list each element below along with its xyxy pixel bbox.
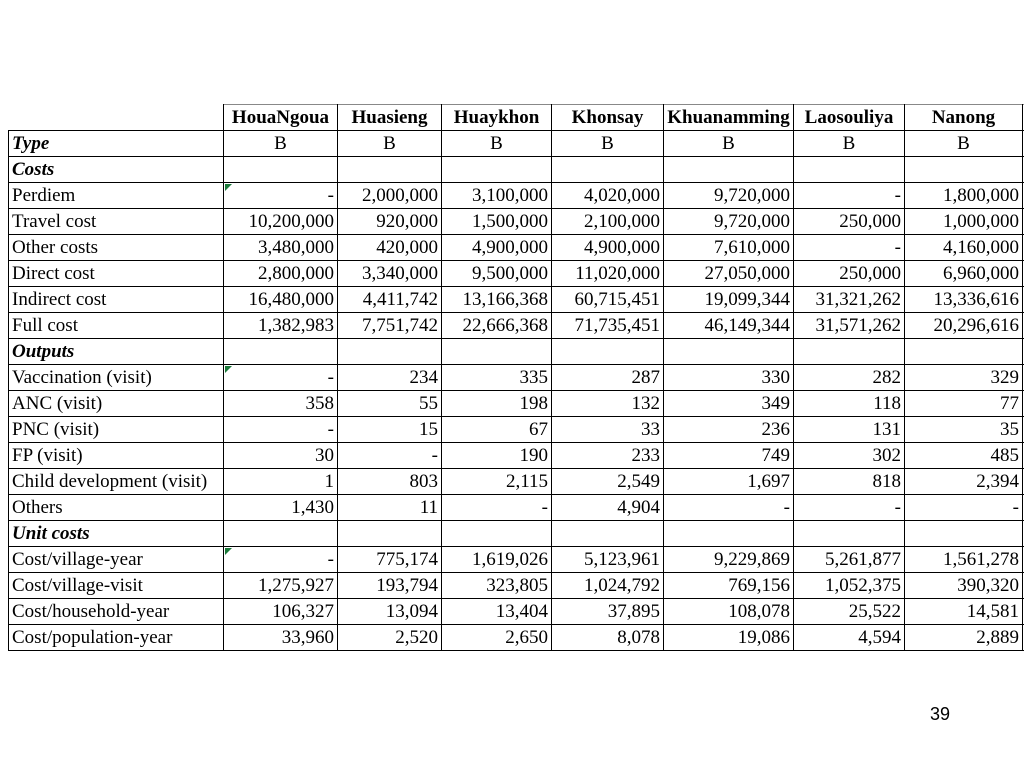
- cell-khonsay: 233: [552, 443, 664, 469]
- row-label: Others: [9, 495, 224, 521]
- cell-houangoua: 33,960: [224, 625, 338, 651]
- cell-huasieng: 420,000: [338, 235, 442, 261]
- cell-laosouliya: 250,000: [794, 209, 905, 235]
- row-label: Type: [9, 131, 224, 157]
- cell-houangoua: [224, 339, 338, 365]
- page-number: 39: [930, 704, 951, 724]
- table-row-type: [9, 131, 1024, 157]
- cell-huaykhon: 323,805: [442, 573, 552, 599]
- cell-huasieng: 13,094: [338, 599, 442, 625]
- row-label: Cost/population-year: [9, 625, 224, 651]
- cell-nanong: -: [905, 495, 1023, 521]
- cell-nanong: 4,160,000: [905, 235, 1023, 261]
- table-body: [9, 131, 1024, 651]
- cell-huaykhon: 335: [442, 365, 552, 391]
- cell-khonsay: 37,895: [552, 599, 664, 625]
- cell-nanong: 1,000,000: [905, 209, 1023, 235]
- cell-khonsay: 132: [552, 391, 664, 417]
- cell-khuanamming: [664, 339, 794, 365]
- cell-khonsay: 4,020,000: [552, 183, 664, 209]
- cell-huaykhon: 4,900,000: [442, 235, 552, 261]
- cell-houangoua: 1: [224, 469, 338, 495]
- cell-khonsay: [552, 157, 664, 183]
- cell-khuanamming: 769,156: [664, 573, 794, 599]
- cell-khuanamming: 19,099,344: [664, 287, 794, 313]
- section-label: Outputs: [9, 339, 224, 365]
- cell-laosouliya: -: [794, 495, 905, 521]
- cell-khuanamming: 330: [664, 365, 794, 391]
- table-row-cost-village-year: [9, 547, 1024, 573]
- row-label: Child development (visit): [9, 469, 224, 495]
- cell-nanong: 485: [905, 443, 1023, 469]
- cell-khuanamming: 349: [664, 391, 794, 417]
- column-header-nanong: Nanong: [905, 105, 1023, 131]
- table-row-others: [9, 495, 1024, 521]
- cell-khonsay: 71,735,451: [552, 313, 664, 339]
- cell-khonsay: 1,024,792: [552, 573, 664, 599]
- cell-houangoua: 106,327: [224, 599, 338, 625]
- cell-houangoua: 1,382,983: [224, 313, 338, 339]
- cell-laosouliya: 31,321,262: [794, 287, 905, 313]
- cell-huaykhon: 67: [442, 417, 552, 443]
- cell-nanong: [905, 157, 1023, 183]
- cell-huaykhon: 22,666,368: [442, 313, 552, 339]
- cell-huaykhon: 1,500,000: [442, 209, 552, 235]
- table-row-anc-visit: [9, 391, 1024, 417]
- cell-laosouliya: 250,000: [794, 261, 905, 287]
- row-label: FP (visit): [9, 443, 224, 469]
- row-label: ANC (visit): [9, 391, 224, 417]
- cell-huaykhon: [442, 521, 552, 547]
- cell-laosouliya: 302: [794, 443, 905, 469]
- row-label: Other costs: [9, 235, 224, 261]
- cost-table-container: [8, 104, 1024, 664]
- cell-khonsay: [552, 521, 664, 547]
- cell-nanong: B: [905, 131, 1023, 157]
- cell-houangoua: 3,480,000: [224, 235, 338, 261]
- cell-khonsay: 2,549: [552, 469, 664, 495]
- row-label: Indirect cost: [9, 287, 224, 313]
- cell-khuanamming: 108,078: [664, 599, 794, 625]
- table-row-pnc-visit: [9, 417, 1024, 443]
- cell-nanong: 390,320: [905, 573, 1023, 599]
- cell-nanong: 2,889: [905, 625, 1023, 651]
- cell-huasieng: 2,000,000: [338, 183, 442, 209]
- cell-laosouliya: [794, 339, 905, 365]
- cell-nanong: 77: [905, 391, 1023, 417]
- table-row-fp-visit: [9, 443, 1024, 469]
- column-header-huasieng: Huasieng: [338, 105, 442, 131]
- cell-nanong: 1,561,278: [905, 547, 1023, 573]
- cell-houangoua: 1,275,927: [224, 573, 338, 599]
- row-label: Cost/village-year: [9, 547, 224, 573]
- cell-huasieng: 15: [338, 417, 442, 443]
- cell-huaykhon: 13,404: [442, 599, 552, 625]
- table-row-vaccination-visit: [9, 365, 1024, 391]
- row-label: Cost/village-visit: [9, 573, 224, 599]
- cell-laosouliya: 4,594: [794, 625, 905, 651]
- table-row-direct-cost: [9, 261, 1024, 287]
- table-row-travel-cost: [9, 209, 1024, 235]
- cell-nanong: 13,336,616: [905, 287, 1023, 313]
- cell-khonsay: 33: [552, 417, 664, 443]
- cell-huaykhon: 1,619,026: [442, 547, 552, 573]
- cell-houangoua: B: [224, 131, 338, 157]
- cell-khuanamming: 749: [664, 443, 794, 469]
- cell-laosouliya: 5,261,877: [794, 547, 905, 573]
- cell-laosouliya: [794, 157, 905, 183]
- cell-huasieng: [338, 339, 442, 365]
- cell-khuanamming: 46,149,344: [664, 313, 794, 339]
- cell-houangoua: 10,200,000: [224, 209, 338, 235]
- cell-nanong: 20,296,616: [905, 313, 1023, 339]
- table-row-full-cost: [9, 313, 1024, 339]
- cell-khonsay: [552, 339, 664, 365]
- cell-huasieng: 803: [338, 469, 442, 495]
- cell-huasieng: 4,411,742: [338, 287, 442, 313]
- cell-huasieng: 11: [338, 495, 442, 521]
- cell-huaykhon: 190: [442, 443, 552, 469]
- cell-khuanamming: -: [664, 495, 794, 521]
- cell-khuanamming: 9,720,000: [664, 183, 794, 209]
- cell-laosouliya: 31,571,262: [794, 313, 905, 339]
- cell-houangoua: 16,480,000: [224, 287, 338, 313]
- cell-huaykhon: [442, 157, 552, 183]
- cell-houangoua: 358: [224, 391, 338, 417]
- cell-khuanamming: 1,697: [664, 469, 794, 495]
- section-row-costs: [9, 157, 1024, 183]
- section-label: Costs: [9, 157, 224, 183]
- cell-laosouliya: -: [794, 235, 905, 261]
- cell-huaykhon: 9,500,000: [442, 261, 552, 287]
- cell-khuanamming: 9,229,869: [664, 547, 794, 573]
- cell-khonsay: 4,900,000: [552, 235, 664, 261]
- cell-khonsay: 11,020,000: [552, 261, 664, 287]
- cell-nanong: 2,394: [905, 469, 1023, 495]
- cell-huasieng: -: [338, 443, 442, 469]
- row-label: Perdiem: [9, 183, 224, 209]
- cell-khonsay: 8,078: [552, 625, 664, 651]
- cell-huasieng: 7,751,742: [338, 313, 442, 339]
- cell-khuanamming: B: [664, 131, 794, 157]
- cell-khuanamming: 27,050,000: [664, 261, 794, 287]
- cell-huaykhon: 3,100,000: [442, 183, 552, 209]
- column-header-khuanamming: Khuanamming: [664, 105, 794, 131]
- cell-nanong: [905, 339, 1023, 365]
- cell-khonsay: B: [552, 131, 664, 157]
- cell-houangoua: -: [224, 365, 338, 391]
- cell-laosouliya: 118: [794, 391, 905, 417]
- row-label: Vaccination (visit): [9, 365, 224, 391]
- cell-laosouliya: 818: [794, 469, 905, 495]
- cell-khonsay: 5,123,961: [552, 547, 664, 573]
- table-row-cost-population-year: [9, 625, 1024, 651]
- table-row-cost-village-visit: [9, 573, 1024, 599]
- cell-khonsay: 287: [552, 365, 664, 391]
- section-label: Unit costs: [9, 521, 224, 547]
- cell-huasieng: 193,794: [338, 573, 442, 599]
- cell-huasieng: 775,174: [338, 547, 442, 573]
- column-header-huaykhon: Huaykhon: [442, 105, 552, 131]
- header-blank-cell: [9, 105, 224, 131]
- table-header-row: [9, 105, 1024, 131]
- row-label: PNC (visit): [9, 417, 224, 443]
- cell-khonsay: 60,715,451: [552, 287, 664, 313]
- table-row-other-costs: [9, 235, 1024, 261]
- cell-huaykhon: 2,650: [442, 625, 552, 651]
- cell-houangoua: 2,800,000: [224, 261, 338, 287]
- cell-huasieng: [338, 157, 442, 183]
- cell-houangoua: -: [224, 183, 338, 209]
- cell-houangoua: 1,430: [224, 495, 338, 521]
- cell-huasieng: B: [338, 131, 442, 157]
- cell-laosouliya: -: [794, 183, 905, 209]
- cell-laosouliya: 25,522: [794, 599, 905, 625]
- cell-houangoua: -: [224, 417, 338, 443]
- cell-laosouliya: 282: [794, 365, 905, 391]
- section-row-unit-costs: [9, 521, 1024, 547]
- cell-houangoua: -: [224, 547, 338, 573]
- cell-nanong: 35: [905, 417, 1023, 443]
- cell-houangoua: [224, 521, 338, 547]
- cell-huaykhon: 13,166,368: [442, 287, 552, 313]
- cell-huaykhon: -: [442, 495, 552, 521]
- row-label: Travel cost: [9, 209, 224, 235]
- cell-nanong: 6,960,000: [905, 261, 1023, 287]
- row-label: Cost/household-year: [9, 599, 224, 625]
- cell-khuanamming: 236: [664, 417, 794, 443]
- cell-huasieng: 3,340,000: [338, 261, 442, 287]
- cell-huaykhon: [442, 339, 552, 365]
- cell-nanong: 1,800,000: [905, 183, 1023, 209]
- row-label: Direct cost: [9, 261, 224, 287]
- cell-khonsay: 2,100,000: [552, 209, 664, 235]
- cell-huasieng: 234: [338, 365, 442, 391]
- cell-houangoua: [224, 157, 338, 183]
- cell-khuanamming: 9,720,000: [664, 209, 794, 235]
- cell-houangoua: 30: [224, 443, 338, 469]
- table-row-child-development-visit: [9, 469, 1024, 495]
- column-header-khonsay: Khonsay: [552, 105, 664, 131]
- cell-nanong: 329: [905, 365, 1023, 391]
- cell-huasieng: 55: [338, 391, 442, 417]
- cost-table: [8, 104, 1024, 651]
- cell-laosouliya: 131: [794, 417, 905, 443]
- table-row-indirect-cost: [9, 287, 1024, 313]
- cell-huasieng: [338, 521, 442, 547]
- cell-khonsay: 4,904: [552, 495, 664, 521]
- cell-huasieng: 920,000: [338, 209, 442, 235]
- table-row-cost-household-year: [9, 599, 1024, 625]
- section-row-outputs: [9, 339, 1024, 365]
- cell-huaykhon: 2,115: [442, 469, 552, 495]
- cell-khuanamming: [664, 157, 794, 183]
- cell-laosouliya: [794, 521, 905, 547]
- cell-laosouliya: B: [794, 131, 905, 157]
- cell-khuanamming: 7,610,000: [664, 235, 794, 261]
- column-header-laosouliya: Laosouliya: [794, 105, 905, 131]
- column-header-houangoua: HouaNgoua: [224, 105, 338, 131]
- cell-laosouliya: 1,052,375: [794, 573, 905, 599]
- cell-huaykhon: 198: [442, 391, 552, 417]
- table-row-perdiem: [9, 183, 1024, 209]
- cell-nanong: [905, 521, 1023, 547]
- row-label: Full cost: [9, 313, 224, 339]
- cell-huaykhon: B: [442, 131, 552, 157]
- cell-huasieng: 2,520: [338, 625, 442, 651]
- cell-khuanamming: [664, 521, 794, 547]
- cell-khuanamming: 19,086: [664, 625, 794, 651]
- cell-nanong: 14,581: [905, 599, 1023, 625]
